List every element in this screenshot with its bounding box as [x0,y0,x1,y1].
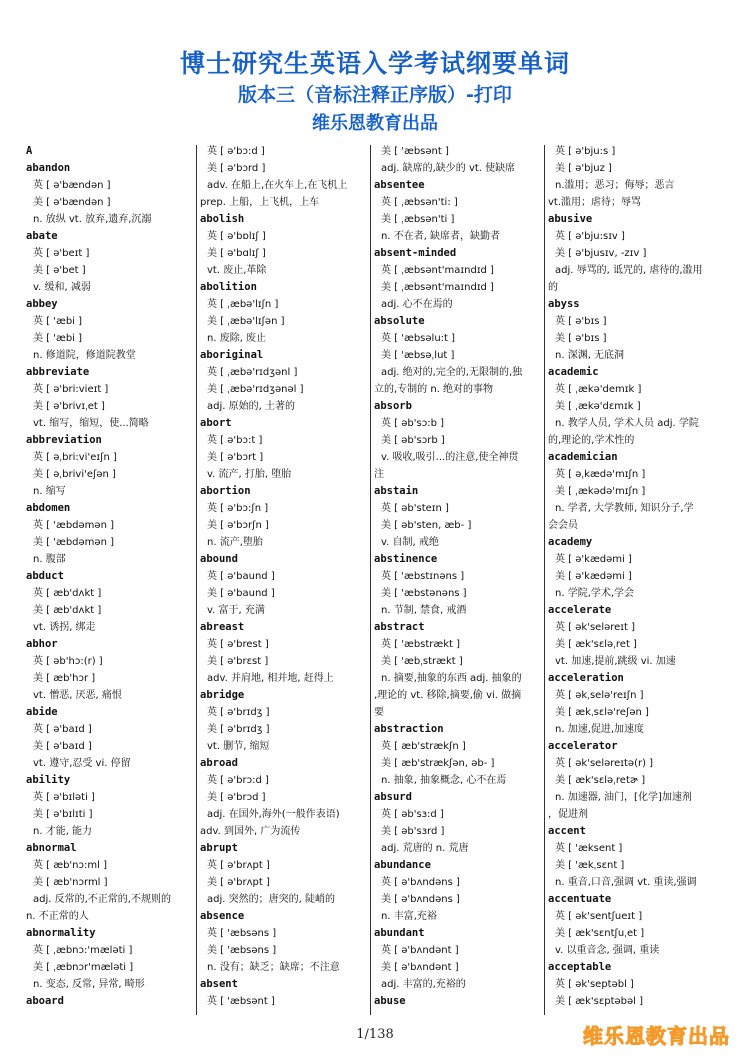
definition: n. 摘要,抽象的东西 adj. 抽象的 [381,673,522,684]
definition: n. 加速,促进,加速度 [555,724,645,735]
definition-continued: 注 [374,469,384,480]
document-title: 博士研究生英语入学考试纲要单词 [179,49,570,78]
pronunciation: 英 [ 'æbstrækt ] [381,639,461,650]
pronunciation: 英 [ ə'brʌpt ] [207,860,270,871]
headword: abyss [548,298,580,310]
publisher-watermark: 维乐恩教育出品 [583,1024,730,1048]
pronunciation: 英 [ ˌækə'demɪk ] [555,384,642,395]
pronunciation: 英 [ ə'bju:s ] [555,146,616,157]
page-number: 1/138 [356,1027,394,1042]
pronunciation: 美 [ ə'bɪlɪti ] [33,809,93,820]
headword: acceptable [548,961,612,973]
definition: adj. 绝对的,完全的,无限制的,独 [381,367,523,378]
headword: abstract [374,621,425,633]
pronunciation: 美 [ ə'bjusɪv, -zɪv ] [555,248,647,259]
definition: v. 以重音念, 强调, 重读 [555,945,660,956]
definition-continued: 的 [548,282,558,293]
definition: n. 腹部 [33,554,66,565]
headword: aboriginal [200,349,264,361]
pronunciation: 美 [ æk'sɛləˌret ] [555,639,637,650]
definition: adj. 在国外,海外(一般作表语) [207,809,340,820]
headword: abduct [26,570,64,582]
pronunciation: 美 [ 'æbsənt ] [381,146,449,157]
pronunciation: 美 [ æb'hɔr ] [33,673,96,684]
definition: n. 深渊, 无底洞 [555,350,625,361]
definition: adv. 在船上,在火车上,在飞机上 [207,180,348,191]
definition: v. 流产, 打胎, 堕胎 [207,469,292,480]
pronunciation: 美 [ æb'nɔrml ] [33,877,108,888]
headword: abstraction [374,723,444,735]
pronunciation: 美 [ ə'brivɪˌet ] [33,401,105,412]
definition: vt. 缩写，缩短，使...简略 [33,418,149,429]
pronunciation: 英 [ ˌæbə'rɪdʒənl ] [207,367,298,378]
headword: abide [26,706,58,718]
column-divider [544,145,545,1015]
pronunciation: 美 [ ə'brɔd ] [207,792,266,803]
publisher-line: 维乐恩教育出品 [312,113,438,134]
headword: absolute [374,315,425,327]
pronunciation: 英 [ ə'bændən ] [33,180,111,191]
definition: vt. 废止,革除 [207,265,267,276]
pronunciation: 英 [ ə'bju:sɪv ] [555,231,625,242]
pronunciation: 美 [ ə'brɛst ] [207,656,269,667]
headword: A [26,145,33,157]
pronunciation: 英 [ ə'bɪləti ] [33,792,95,803]
headword: academician [548,451,618,463]
definition: adj. 辱骂的, 诋咒的, 虐待的,滥用 [555,265,703,276]
pronunciation: 英 [ ə'bʌndənt ] [381,945,459,956]
definition: n.滥用；恶习；侮辱；恶言 [555,180,675,191]
definition-continued: adv. 到国外, 广为流传 [200,826,301,837]
definition-continued: prep. 上船，上飞机，上车 [200,197,320,208]
headword: abstinence [374,553,438,565]
definition: adj. 丰富的,充裕的 [381,979,466,990]
pronunciation: 英 [ ˌæbsən'ti: ] [381,197,458,208]
pronunciation: 美 [ ə'kædəmi ] [555,571,632,582]
pronunciation: 英 [ əb'sɔ:b ] [381,418,445,429]
pronunciation: 美 [ 'æbsəˌlut ] [381,350,455,361]
definition: n. 流产,堕胎 [207,537,263,548]
pronunciation: 英 [ 'æbi ] [33,316,83,327]
headword: abhor [26,638,58,650]
definition: vt. 删节, 缩短 [207,741,270,752]
headword: abreast [200,621,245,633]
pronunciation: 英 [ ə'bɔ:t ] [207,435,263,446]
pronunciation: 美 [ 'ækˌsɛnt ] [555,860,625,871]
pronunciation: 英 [ əb'steɪn ] [381,503,449,514]
headword: abroad [200,757,238,769]
pronunciation: 美 [ ˌæbə'rɪdʒənəl ] [207,384,304,395]
pronunciation: 美 [ ə'brʌpt ] [207,877,270,888]
definition-continued: ,理论的 vt. 移除,摘要,偷 vi. 做摘 [374,690,522,701]
pronunciation: 美 [ ˌæbnɔr'mæləti ] [33,962,134,973]
definition: adj. 心不在焉的 [381,299,453,310]
pronunciation: 美 [ ækˌsɛlə'reʃən ] [555,707,649,718]
definition: vt. 加速,提前,跳级 vi. 加速 [555,656,676,667]
pronunciation: 美 [ ə'bɔrd ] [207,163,266,174]
definition: n. 放纵 vt. 放弃,遗弃,沉溺 [33,214,152,225]
definition: n. 学者, 大学教师, 知识分子,学 [555,503,694,514]
definition: n. 节制, 禁食, 戒酒 [381,605,467,616]
definition-continued: vt.滥用；虐待；辱骂 [548,197,642,208]
pronunciation: 美 [ ˌæbə'lɪʃən ] [207,316,285,327]
headword: abstain [374,485,419,497]
headword: abnormal [26,842,77,854]
pronunciation: 美 [ æk'sɛləˌretɚ ] [555,775,646,786]
pronunciation: 美 [ 'æbi ] [33,333,83,344]
pronunciation: 英 [ ək'seləreɪtə(r) ] [555,758,654,769]
definition: vt. 憎恶, 厌恶, 痛恨 [33,690,122,701]
pronunciation: 英 [ 'æbsənt ] [207,996,275,1007]
pronunciation: 美 [ ə'bʌndənt ] [381,962,459,973]
definition-continued: ，促进剂 [548,809,588,820]
headword: abrupt [200,842,238,854]
headword: abolish [200,213,245,225]
headword: academy [548,536,593,548]
definition: n. 没有；缺乏；缺席；不注意 [207,962,340,973]
definition: n. 抽象, 抽象概念, 心不在焉 [381,775,507,786]
definition: n. 变态, 反常, 异常, 畸形 [33,979,145,990]
pronunciation: 英 [ æb'strækʃn ] [381,741,466,752]
headword: abundance [374,859,431,871]
dictionary-column-1 [26,143,189,1010]
headword: absurd [374,791,412,803]
headword: abnormality [26,927,96,939]
headword: accelerator [548,740,618,752]
pronunciation: 美 [ ə'bɪs ] [555,333,607,344]
headword: accelerate [548,604,612,616]
headword: abridge [200,689,245,701]
headword: abbreviation [26,434,102,446]
pronunciation: 美 [ əˌbrivi'eʃən ] [33,469,116,480]
definition: v. 富于, 充满 [207,605,265,616]
pronunciation: 英 [ əb'sɜ:d ] [381,809,444,820]
pronunciation: 美 [ æb'dʌkt ] [33,605,102,616]
pronunciation: 英 [ əˌbri:vi'eɪʃn ] [33,452,117,463]
definition: adj. 原始的, 土著的 [207,401,295,412]
pronunciation: 英 [ ə'bɪs ] [555,316,607,327]
headword: abuse [374,995,406,1007]
dictionary-column-3 [374,143,537,1010]
pronunciation: 英 [ ək'sentʃueɪt ] [555,911,643,922]
definition-continued: 的,理论的,学术性的 [548,435,635,446]
pronunciation: 英 [ ə'bɒlɪʃ ] [207,231,266,242]
pronunciation: 美 [ ə'bjuz ] [555,163,612,174]
pronunciation: 英 [ ə'bʌndəns ] [381,877,460,888]
pronunciation: 美 [ 'æbstənəns ] [381,588,467,599]
pronunciation: 美 [ ə'baɪd ] [33,741,92,752]
pronunciation: 英 [ æb'dʌkt ] [33,588,102,599]
pronunciation: 英 [ ə'beɪt ] [33,248,90,259]
pronunciation: 英 [ ə'baund ] [207,571,275,582]
dictionary-column-2 [200,143,363,1010]
headword: abortion [200,485,251,497]
pronunciation: 英 [ 'æbsəns ] [207,928,277,939]
pronunciation: 美 [ 'æbdəmən ] [33,537,114,548]
pronunciation: 英 [ ˌæbnɔ:'mæləti ] [33,945,133,956]
headword: accent [548,825,586,837]
pronunciation: 英 [ ək'seləreɪt ] [555,622,636,633]
headword: absence [200,910,245,922]
pronunciation: 英 [ ˌæbə'lɪʃn ] [207,299,279,310]
headword: ability [26,774,71,786]
definition: n. 重音,口音,强调 vt. 重读,强调 [555,877,697,888]
pronunciation: 英 [ 'æksent ] [555,843,623,854]
pronunciation: 英 [ 'æbdəmən ] [33,520,114,531]
column-divider [370,145,371,1015]
headword: absent [200,978,238,990]
pronunciation: 美 [ ə'bɔrt ] [207,452,264,463]
pronunciation: 美 [ 'æbˌstrækt ] [381,656,463,667]
pronunciation: 美 [ əb'sten, æb- ] [381,520,472,531]
definition-continued: 要 [374,707,384,718]
pronunciation: 美 [ ə'bɑlɪʃ ] [207,248,266,259]
pronunciation: 英 [ ˌæbsənt'maɪndɪd ] [381,265,494,276]
pronunciation: 美 [ ə'baund ] [207,588,275,599]
pronunciation: 英 [ ə'brɔ:d ] [207,775,269,786]
pronunciation: 美 [ ə'bet ] [33,265,86,276]
headword: accentuate [548,893,612,905]
pronunciation: 英 [ 'æbstɪnəns ] [381,571,465,582]
headword: abdomen [26,502,71,514]
pronunciation: 美 [ æk'sɛptəbəl ] [555,996,644,1007]
pronunciation: 美 [ ˌæbsənt'maɪndɪd ] [381,282,494,293]
headword: academic [548,366,599,378]
headword: absent-minded [374,247,457,259]
headword: abound [200,553,238,565]
definition-continued: n. 不正常的人 [26,911,89,922]
definition: n. 修道院，修道院教堂 [33,350,136,361]
headword: abate [26,230,58,242]
definition: n. 丰富,充裕 [381,911,437,922]
definition: n. 学院,学术,学会 [555,588,635,599]
definition: n. 不在者, 缺席者，缺勤者 [381,231,501,242]
definition: adj. 反常的,不正常的,不规则的 [33,894,171,905]
definition: n. 教学人员, 学术人员 adj. 学院 [555,418,699,429]
definition: v. 吸收,吸引...的注意,使全神贯 [381,452,519,463]
definition: n. 加速器, 油门，[化学]加速剂 [555,792,692,803]
pronunciation: 美 [ ˌækədə'mɪʃn ] [555,486,646,497]
definition: adj. 荒唐的 n. 荒唐 [381,843,469,854]
headword: acceleration [548,672,624,684]
pronunciation: 英 [ 'æbsəlu:t ] [381,333,456,344]
pronunciation: 美 [ ˌæbsən'ti ] [381,214,455,225]
definition: n. 才能, 能力 [33,826,93,837]
pronunciation: 英 [ əˌkædə'mɪʃn ] [555,469,646,480]
definition: vt. 诱拐, 绑走 [33,622,96,633]
definition-continued: 会会员 [548,520,578,531]
headword: abolition [200,281,257,293]
pronunciation: 美 [ əb'sɔrb ] [381,435,445,446]
headword: abundant [374,927,425,939]
definition: vt. 遵守,忍受 vi. 停留 [33,758,131,769]
definition: adj. 突然的；唐突的, 陡峭的 [207,894,335,905]
definition: v. 缓和, 减弱 [33,282,91,293]
headword: abandon [26,162,71,174]
definition: adv. 并肩地, 相并地, 赶得上 [207,673,334,684]
pronunciation: 美 [ ˌækə'dɛmɪk ] [555,401,641,412]
headword: abusive [548,213,593,225]
pronunciation: 美 [ ə'bʌndəns ] [381,894,460,905]
headword: abbey [26,298,58,310]
definition: n. 缩写 [33,486,66,497]
headword: abort [200,417,232,429]
pronunciation: 美 [ əb'sɜrd ] [381,826,445,837]
definition: v. 自制, 戒绝 [381,537,439,548]
pronunciation: 美 [ ə'brɪdʒ ] [207,724,270,735]
pronunciation: 英 [ ə'bɔ:ʃn ] [207,503,269,514]
pronunciation: 英 [ əb'hɔ:(r) ] [33,656,103,667]
pronunciation: 美 [ 'æbsəns ] [207,945,277,956]
column-divider [196,145,197,1015]
pronunciation: 美 [ æk'sɛntʃuˌet ] [555,928,645,939]
pronunciation: 英 [ ə'brest ] [207,639,269,650]
pronunciation: 英 [ əkˌselə'reɪʃn ] [555,690,644,701]
pronunciation: 美 [ ə'bɔrʃn ] [207,520,269,531]
headword: abbreviate [26,366,90,378]
pronunciation: 英 [ ə'baɪd ] [33,724,92,735]
dictionary-column-4 [548,143,711,1010]
definition-continued: 立的,专制的 n. 绝对的事物 [374,384,494,395]
headword: aboard [26,995,64,1007]
definition: adj. 缺席的,缺少的 vt. 使缺席 [381,163,516,174]
headword: absorb [374,400,412,412]
pronunciation: 英 [ ə'brɪdʒ ] [207,707,270,718]
pronunciation: 英 [ æb'nɔ:ml ] [33,860,107,871]
document-subtitle: 版本三（音标注释正序版）-打印 [238,84,512,106]
headword: absentee [374,179,425,191]
pronunciation: 美 [ ə'bændən ] [33,197,111,208]
definition: n. 废除, 废止 [207,333,267,344]
pronunciation: 英 [ ək'septəbl ] [555,979,634,990]
pronunciation: 英 [ ə'bɔ:d ] [207,146,265,157]
pronunciation: 美 [ æb'strækʃən, əb- ] [381,758,495,769]
pronunciation: 英 [ ə'bri:vieɪt ] [33,384,109,395]
pronunciation: 英 [ ə'kædəmi ] [555,554,632,565]
